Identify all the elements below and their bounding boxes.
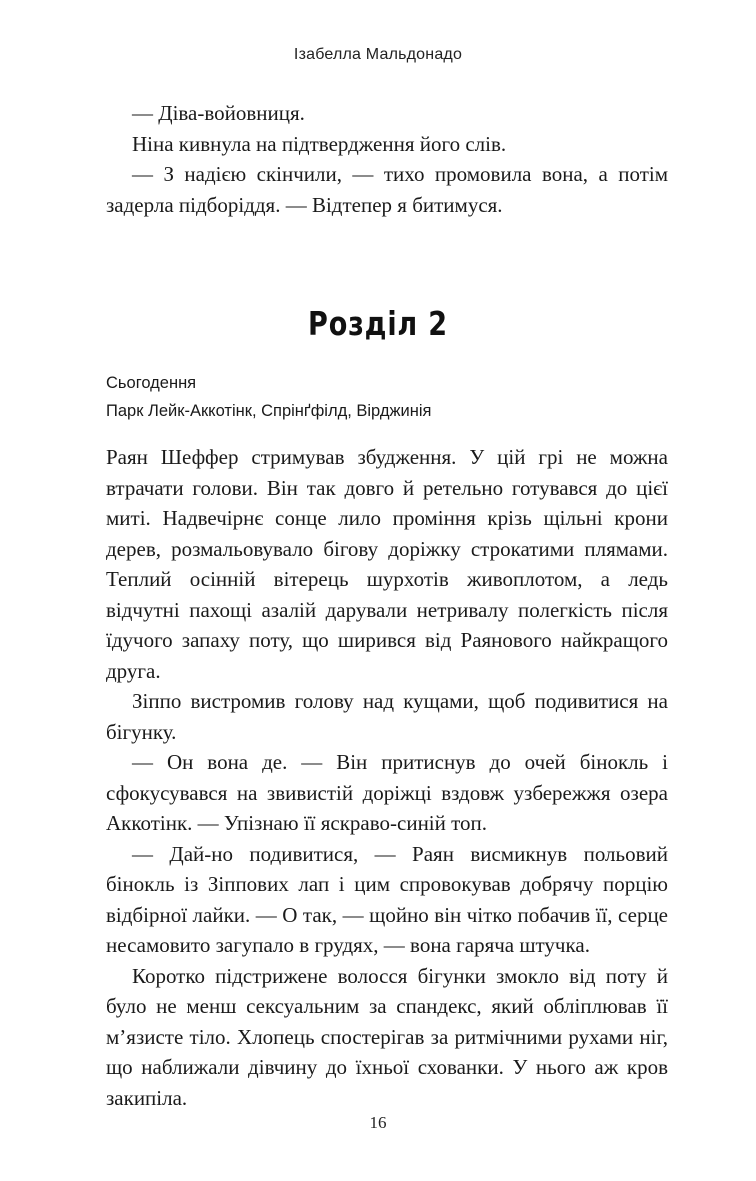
paragraph: Коротко підстрижене волосся бігунки змокло від поту й було не менш сексуальним за спандекс, який обліплював її м’язисте тіло. Хлопець спостерігав за ритмічними рухами ніг, що наближали дівчину до їхньої схованки. У нього аж кров закипіла. <box>106 963 668 1110</box>
paragraph: Раян Шеффер стримував збудження. У цій грі не можна втрачати голови. Він так довго й ретельно готувався до цієї миті. Надвечірнє сонце лило проміння крізь щільні крони дерев, розмальовувало бігову доріжку строкатими плямами. Теплий осінній вітерець шурхотів живоплотом, а ледь відчутні пахощі азалій дарували нетривалу полегкість після їдучого запаху поту, що ширився від Раянового найкращого друга. <box>106 445 668 683</box>
paragraph: Ніна кивнула на підтвердження його слів. <box>132 131 507 156</box>
paragraph: — Он вона де. — Він притиснув до очей бінокль і сфокусувався на звивистій доріжці вздовж узбережжя озера Аккотінк. — Упізнаю її яскраво-синій топ. <box>106 750 668 835</box>
paragraph: — Дай-но подивитися, — Раян висмикнув польовий бінокль із Зіппових лап і цим спровокував добрячу порцію відбірної лайки. — О так, — щойно він чітко побачив її, серце несамовито загупало в грудях, — вона гаряча штучка. <box>106 841 668 957</box>
chapter-body <box>106 442 668 1113</box>
paragraph: Зіппо вистромив голову над кущами, щоб подивитися на бігунку. <box>106 689 668 744</box>
setting-place: Парк Лейк-Аккотінк, Спрінґфілд, Вірджинія <box>106 402 432 420</box>
page-number: 16 <box>369 1113 387 1132</box>
running-head: Ізабелла Мальдонадо <box>293 46 463 63</box>
paragraph: — Діва-войовниця. <box>132 101 305 125</box>
chapter-setting <box>106 369 431 425</box>
setting-time: Сьогодення <box>106 374 197 392</box>
intro-text <box>106 98 668 220</box>
chapter-title: Розділ 2 <box>308 304 448 343</box>
paragraph: — З надією скінчили, — тихо промовила вона, а потім задерла підборіддя. — Відтепер я битимуся. <box>106 162 668 217</box>
